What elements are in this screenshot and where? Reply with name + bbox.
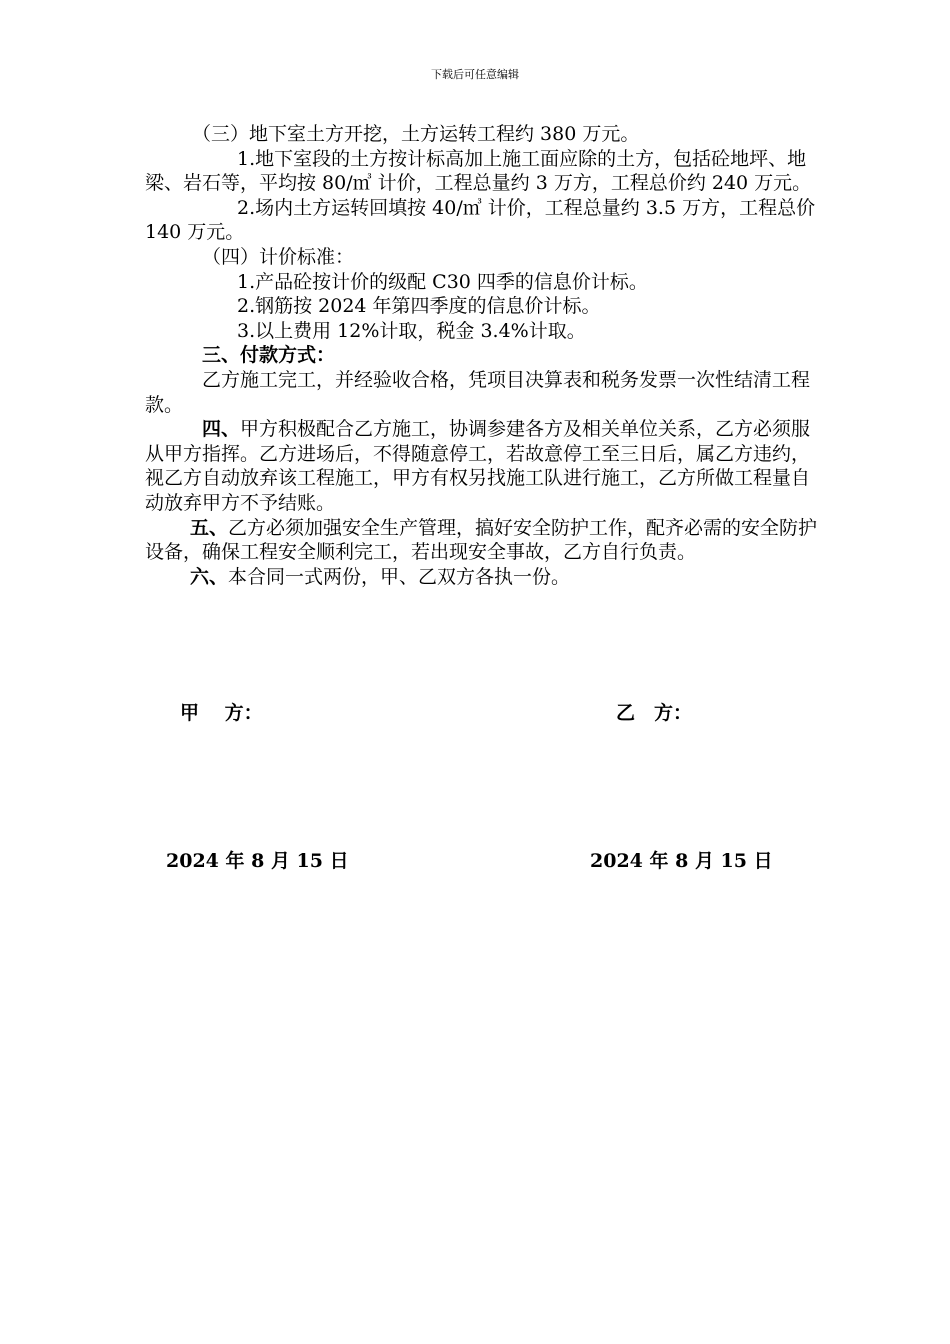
clause-4-1: 1.产品砼按计价的级配 C30 四季的信息价计标。 xyxy=(237,270,648,293)
section-4-label: 四、 xyxy=(202,418,241,441)
clause-4: （四）计价标准： xyxy=(202,245,355,268)
contract-body xyxy=(145,122,820,589)
section-6-label: 六、 xyxy=(190,565,229,588)
party-b-date: 2024 年 8 月 15 日 xyxy=(590,850,773,872)
clause-3: （三）地下室土方开挖，土方运转工程约 380 万元。 xyxy=(192,123,640,145)
section-4-text: 甲方积极配合乙方施工，协调参建各方及相关单位关系，乙方必须服从甲方指挥。乙方进场后，不得随意停工，若故意停工至三日后，属乙方违约，视乙方自动放弃该工程施工，甲方有权另找施工队进行施工，乙方所做工程量自动放弃甲方不予结账。 xyxy=(145,418,811,514)
section-5 xyxy=(145,516,820,565)
section-3-text: 乙方施工完工，并经验收合格，凭项目决算表和税务发票一次性结清工程款。 xyxy=(145,368,811,416)
clause-3-2: 2.场内土方运转回填按 40/㎥ 计价，工程总量约 3.5 万方，工程总价 140 万元。 xyxy=(145,196,816,244)
party-b-label: 乙 方： xyxy=(616,702,693,724)
section-6 xyxy=(145,565,820,590)
section-3-title: 三、付款方式： xyxy=(202,344,336,367)
page-header-note: 下载后可任意编辑 xyxy=(431,68,519,81)
clause-4-2: 2.钢筋按 2024 年第四季度的信息价计标。 xyxy=(237,295,601,318)
clause-4-3: 3.以上费用 12%计取，税金 3.4%计取。 xyxy=(237,319,586,342)
party-a-label: 甲 方： xyxy=(180,702,263,724)
party-a-date: 2024 年 8 月 15 日 xyxy=(166,850,349,872)
clause-3-1: 1.地下室段的土方按计标高加上施工面应除的土方，包括砼地坪、地梁、岩石等，平均按 80/㎥ 计价，工程总量约 3 万方，工程总价约 240 万元。 xyxy=(145,147,812,195)
section-5-text: 乙方必须加强安全生产管理，搞好安全防护工作，配齐必需的安全防护设备，确保工程安全顺利完工，若出现安全事故，乙方自行负责。 xyxy=(145,516,818,564)
section-6-text: 本合同一式两份，甲、乙双方各执一份。 xyxy=(228,565,571,588)
section-5-label: 五、 xyxy=(190,516,229,539)
section-4 xyxy=(145,417,820,515)
